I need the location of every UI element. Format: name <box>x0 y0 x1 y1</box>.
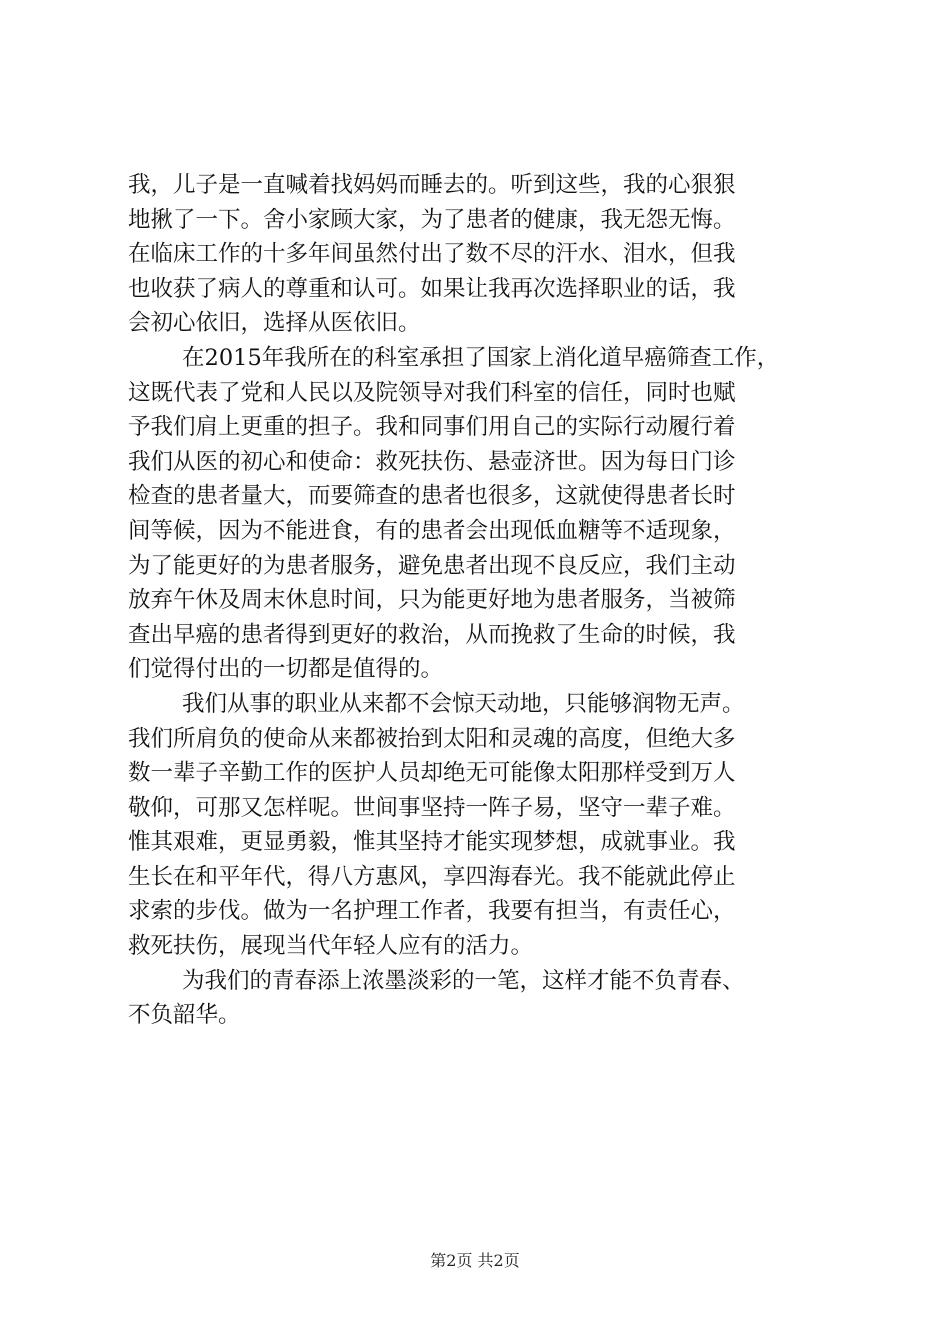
text-line: 求索的步伐。做为一名护理工作者，我要有担当，有责任心， <box>128 898 736 925</box>
text-line: 救死扶伤，展现当代年轻人应有的活力。 <box>128 933 534 960</box>
text-line: 在临床工作的十多年间虽然付出了数不尽的汗水、泪水，但我 <box>128 241 736 268</box>
text-line: 我们所肩负的使命从来都被抬到太阳和灵魂的高度，但绝大多 <box>128 725 736 752</box>
text-line: 数一辈子辛勤工作的医护人员却绝无可能像太阳那样受到万人 <box>128 760 736 787</box>
text-line: 为了能更好的为患者服务，避免患者出现不良反应，我们主动 <box>128 552 736 579</box>
text-line: 放弃午休及周末休息时间，只为能更好地为患者服务，当被筛 <box>128 587 736 614</box>
text-line: 间等候，因为不能进食，有的患者会出现低血糖等不适现象， <box>128 517 736 544</box>
text-line: 会初心依旧，选择从医依旧。 <box>128 310 421 337</box>
text-line: 检查的患者量大，而要筛查的患者也很多，这就使得患者长时 <box>128 483 736 510</box>
text-line: 我们从医的初心和使命：救死扶伤、悬壶济世。因为每日门诊 <box>128 448 736 475</box>
text-line: 我，儿子是一直喊着找妈妈而睡去的。听到这些，我的心狠狠 <box>128 172 736 198</box>
paragraph-first-line: 我们从事的职业从来都不会惊天动地，只能够润物无声。 <box>182 690 745 717</box>
text-line: 这既代表了党和人民以及院领导对我们科室的信任，同时也赋 <box>128 379 736 406</box>
text-line: 敬仰，可那又怎样呢。世间事坚持一阵子易，坚守一辈子难。 <box>128 794 736 821</box>
text-line: 查出早癌的患者得到更好的救治，从而挽救了生命的时候，我 <box>128 621 736 648</box>
text-line: 惟其艰难，更显勇毅，惟其坚持才能实现梦想，成就事业。我 <box>128 829 736 856</box>
page-number-label: 第2页 共2页 <box>430 1251 520 1270</box>
page-footer <box>0 1250 950 1272</box>
body-text <box>128 168 834 1033</box>
text-line: 生长在和平年代，得八方惠风，享四海春光。我不能就此停止 <box>128 863 736 890</box>
text-line: 地揪了一下。舍小家顾大家，为了患者的健康，我无怨无悔。 <box>128 206 736 233</box>
text-line: 也收获了病人的尊重和认可。如果让我再次选择职业的话，我 <box>128 275 736 302</box>
text-line: 不负韶华。 <box>128 1002 241 1029</box>
paragraph-first-line: 在2015年我所在的科室承担了国家上消化道早癌筛查工作， <box>182 344 780 371</box>
text-line: 予我们肩上更重的担子。我和同事们用自己的实际行动履行着 <box>128 414 736 441</box>
paragraph-first-line: 为我们的青春添上浓墨淡彩的一笔，这样才能不负青春、 <box>182 967 745 994</box>
text-line: 们觉得付出的一切都是值得的。 <box>128 656 444 683</box>
